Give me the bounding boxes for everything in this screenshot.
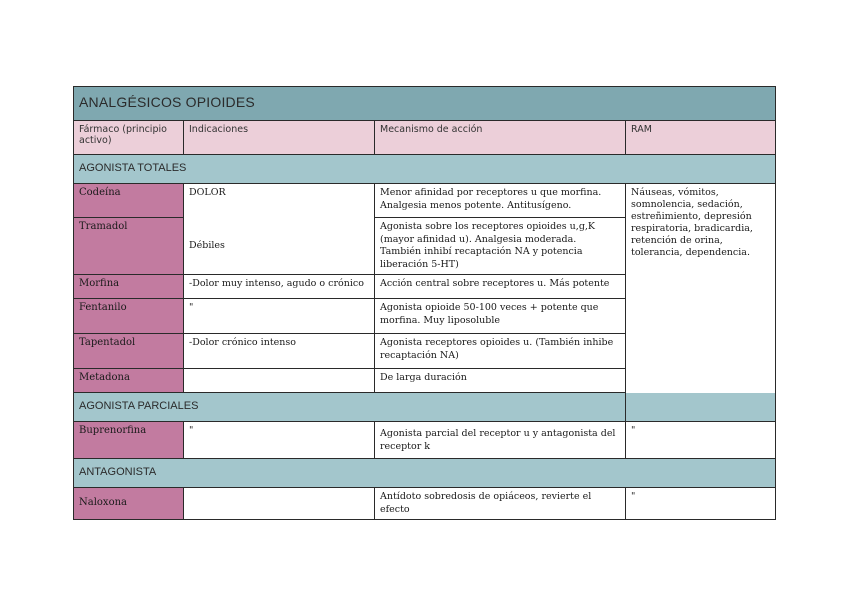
- section-text-totales: AGONISTA TOTALES: [79, 162, 187, 175]
- header-mecanismo: Mecanismo de acción: [375, 121, 626, 155]
- drug-naloxona: Naloxona: [74, 488, 184, 520]
- table-title: [74, 87, 776, 121]
- opioid-table: [73, 86, 776, 520]
- indication-fentanilo-gap: [184, 319, 375, 334]
- section-label-parciales: [74, 393, 776, 422]
- mechanism-naloxona: Antídoto sobredosis de opiáceos, revierte el efecto: [375, 488, 626, 520]
- table-row: [74, 184, 776, 218]
- header-indicaciones: Indicaciones: [184, 121, 375, 155]
- drug-tramadol: Tramadol: [74, 218, 184, 248]
- drug-morfina: Morfina: [74, 275, 184, 299]
- header-farmaco: Fármaco (principio activo): [74, 121, 184, 155]
- drug-metadona: Metadona: [74, 369, 184, 393]
- header-row: [74, 121, 776, 155]
- ram-buprenorfina: ": [626, 422, 776, 459]
- section-text-parciales: AGONISTA PARCIALES: [79, 400, 199, 413]
- table-row: [74, 488, 776, 520]
- drug-codeina: Codeína: [74, 184, 184, 218]
- drug-fentanilo-gap: [74, 319, 184, 334]
- section-row-parciales: [74, 393, 776, 422]
- mechanism-codeina: Menor afinidad por receptores u que morfina. Analgesia menos potente. Antitusígeno.: [375, 184, 626, 218]
- section-row-totales: [74, 155, 776, 184]
- drug-fentanilo: Fentanilo: [74, 299, 184, 320]
- indication-morfina: -Dolor muy intenso, agudo o crónico: [184, 275, 375, 299]
- mechanism-metadona: De larga duración: [375, 369, 626, 393]
- section-label-totales: [74, 155, 776, 184]
- drug-tapentadol-gap: [74, 354, 184, 369]
- mechanism-morfina: Acción central sobre receptores u. Más potente: [375, 275, 626, 299]
- indication-buprenorfina: ": [184, 422, 375, 459]
- mechanism-fentanilo: Agonista opioide 50-100 veces + potente que morfina. Muy liposoluble: [375, 299, 626, 334]
- ram-totales: Náuseas, vómitos, somnolencia, sedación, estreñimiento, depresión respiratoria, bradicardia, retención de orina, tolerancia, dependencia.: [626, 184, 776, 422]
- section-label-antagonista: [74, 459, 776, 488]
- indication-codeina: DOLOR: [184, 184, 375, 218]
- drug-tramadol-gap: [74, 248, 184, 275]
- ram-naloxona: ": [626, 488, 776, 520]
- indication-metadona: [184, 369, 375, 393]
- indication-fentanilo: ": [184, 299, 375, 320]
- indication-tapentadol-gap: [184, 354, 375, 369]
- table-row: [74, 422, 776, 459]
- mechanism-buprenorfina: Agonista parcial del receptor u y antagonista del receptor k: [375, 422, 626, 459]
- title-text: ANALGÉSICOS OPIOIDES: [79, 93, 255, 110]
- drug-tapentadol: Tapentadol: [74, 334, 184, 355]
- indication-tramadol: Débiles: [184, 218, 375, 275]
- header-ram: RAM: [626, 121, 776, 155]
- section-text-antagonista: ANTAGONISTA: [79, 466, 157, 479]
- indication-tapentadol: -Dolor crónico intenso: [184, 334, 375, 355]
- mechanism-tramadol: Agonista sobre los receptores opioides u,g,K (mayor afinidad u). Analgesia moderada. También inhibí recaptación NA y potencia liberación 5-HT): [375, 218, 626, 275]
- section-row-antagonista: [74, 459, 776, 488]
- drug-buprenorfina: Buprenorfina: [74, 422, 184, 459]
- mechanism-tapentadol: Agonista receptores opioides u. (También inhibe recaptación NA): [375, 334, 626, 369]
- indication-naloxona: [184, 488, 375, 520]
